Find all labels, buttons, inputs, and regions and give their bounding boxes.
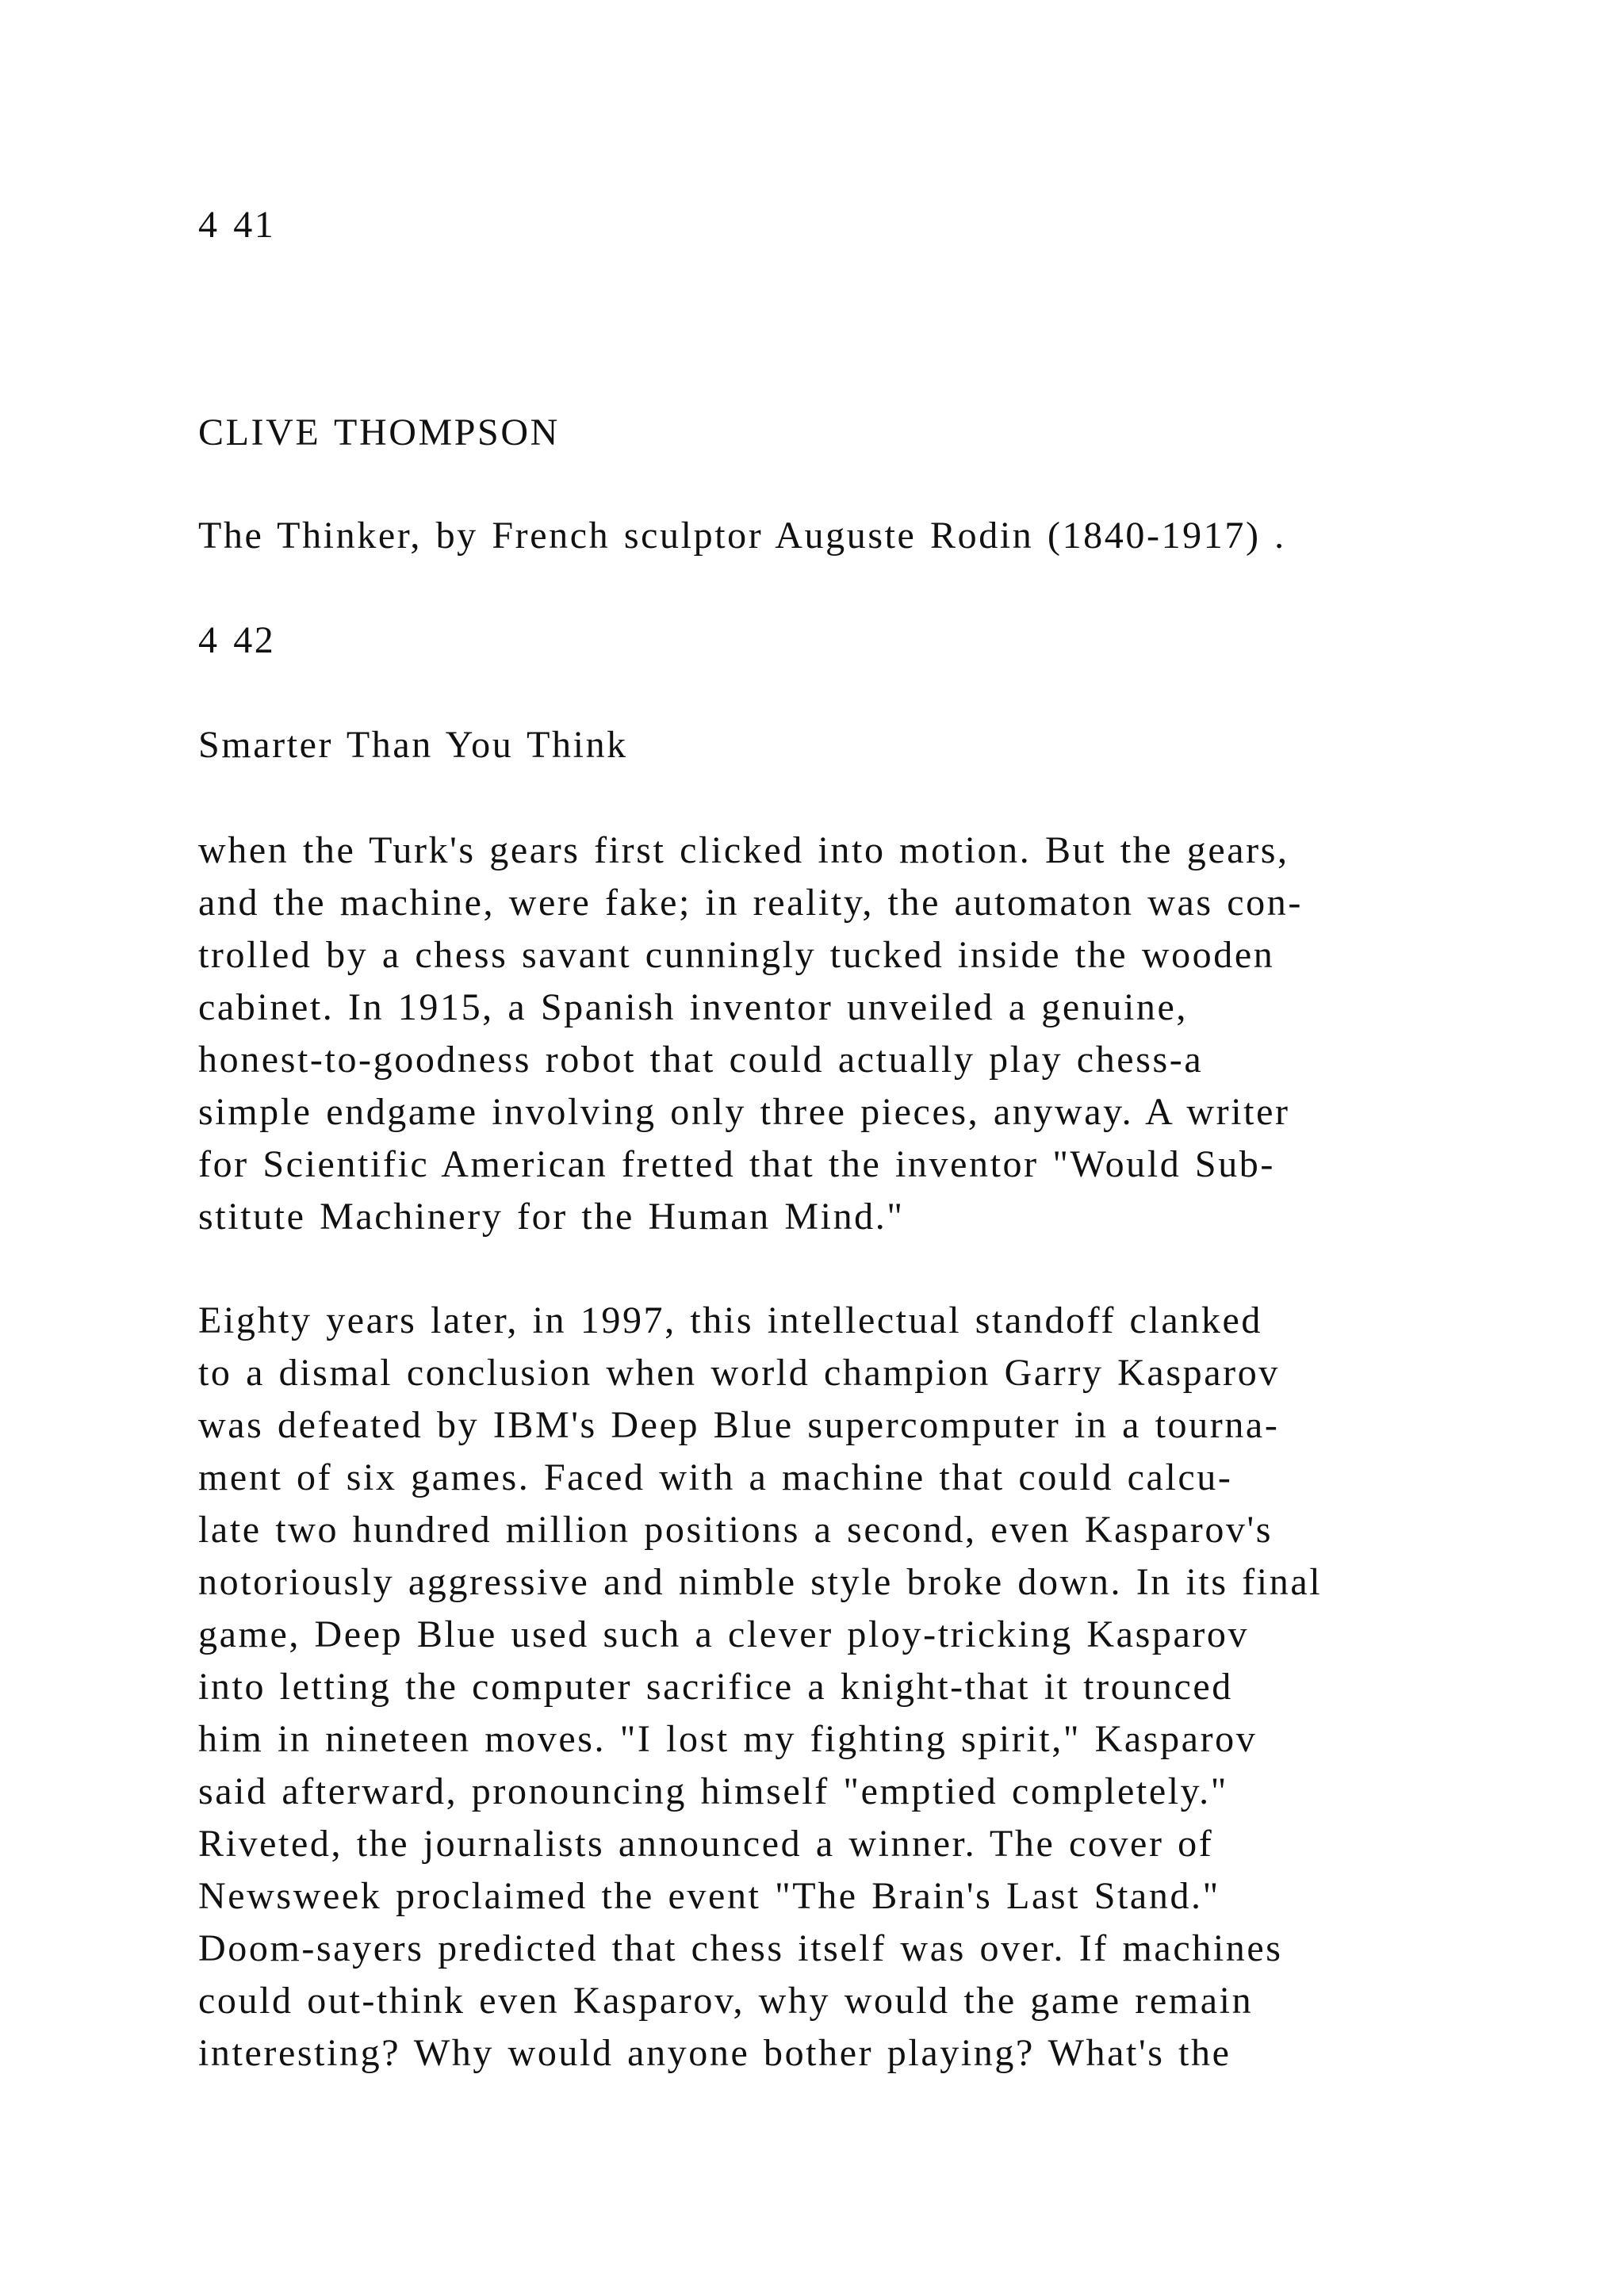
text-line: late two hundred million positions a second, even Kasparov's bbox=[198, 1509, 1274, 1551]
text-line: stitute Machinery for the Human Mind." bbox=[198, 1196, 905, 1238]
text-line: ment of six games. Faced with a machine that could calcu- bbox=[198, 1456, 1233, 1498]
author-heading: CLIVE THOMPSON bbox=[198, 411, 560, 453]
page-number: 4 41 bbox=[198, 204, 276, 246]
text-line: honest-to-goodness robot that could actually play chess-a bbox=[198, 1039, 1204, 1081]
running-title: Smarter Than You Think bbox=[198, 724, 628, 766]
text-line: simple endgame involving only three pieces, anyway. A writer bbox=[198, 1091, 1290, 1133]
text-line: trolled by a chess savant cunningly tucked inside the wooden bbox=[198, 934, 1275, 976]
text-line: for Scientific American fretted that the inventor "Would Sub- bbox=[198, 1143, 1275, 1185]
page-number: 4 42 bbox=[198, 619, 276, 661]
text-line: and the machine, were fake; in reality, the automaton was con- bbox=[198, 882, 1303, 924]
text-line: to a dismal conclusion when world champion Garry Kasparov bbox=[198, 1352, 1280, 1394]
text-line: him in nineteen moves. "I lost my fighting spirit," Kasparov bbox=[198, 1718, 1258, 1760]
text-line: when the Turk's gears first clicked into motion. But the gears, bbox=[198, 829, 1289, 871]
text-line: interesting? Why would anyone bother playing? What's the bbox=[198, 2032, 1231, 2074]
text-line: Riveted, the journalists announced a winner. The cover of bbox=[198, 1823, 1214, 1865]
text-line: cabinet. In 1915, a Spanish inventor unveiled a genuine, bbox=[198, 986, 1188, 1028]
text-line: could out-think even Kasparov, why would the game remain bbox=[198, 1980, 1254, 2022]
text-line: said afterward, pronouncing himself "emptied completely." bbox=[198, 1770, 1228, 1812]
image-caption: The Thinker, by French sculptor Auguste Rodin (1840-1917) . bbox=[198, 515, 1286, 557]
text-line: Eighty years later, in 1997, this intellectual standoff clanked bbox=[198, 1299, 1263, 1341]
text-line: Doom-sayers predicted that chess itself was over. If machines bbox=[198, 1927, 1283, 1969]
text-line: was defeated by IBM's Deep Blue supercomputer in a tourna- bbox=[198, 1404, 1280, 1446]
text-line: game, Deep Blue used such a clever ploy-tricking Kasparov bbox=[198, 1613, 1250, 1655]
text-line: Newsweek proclaimed the event "The Brain's Last Stand." bbox=[198, 1875, 1220, 1917]
text-line: notoriously aggressive and nimble style broke down. In its final bbox=[198, 1561, 1323, 1603]
text-line: into letting the computer sacrifice a knight-that it trounced bbox=[198, 1666, 1233, 1708]
